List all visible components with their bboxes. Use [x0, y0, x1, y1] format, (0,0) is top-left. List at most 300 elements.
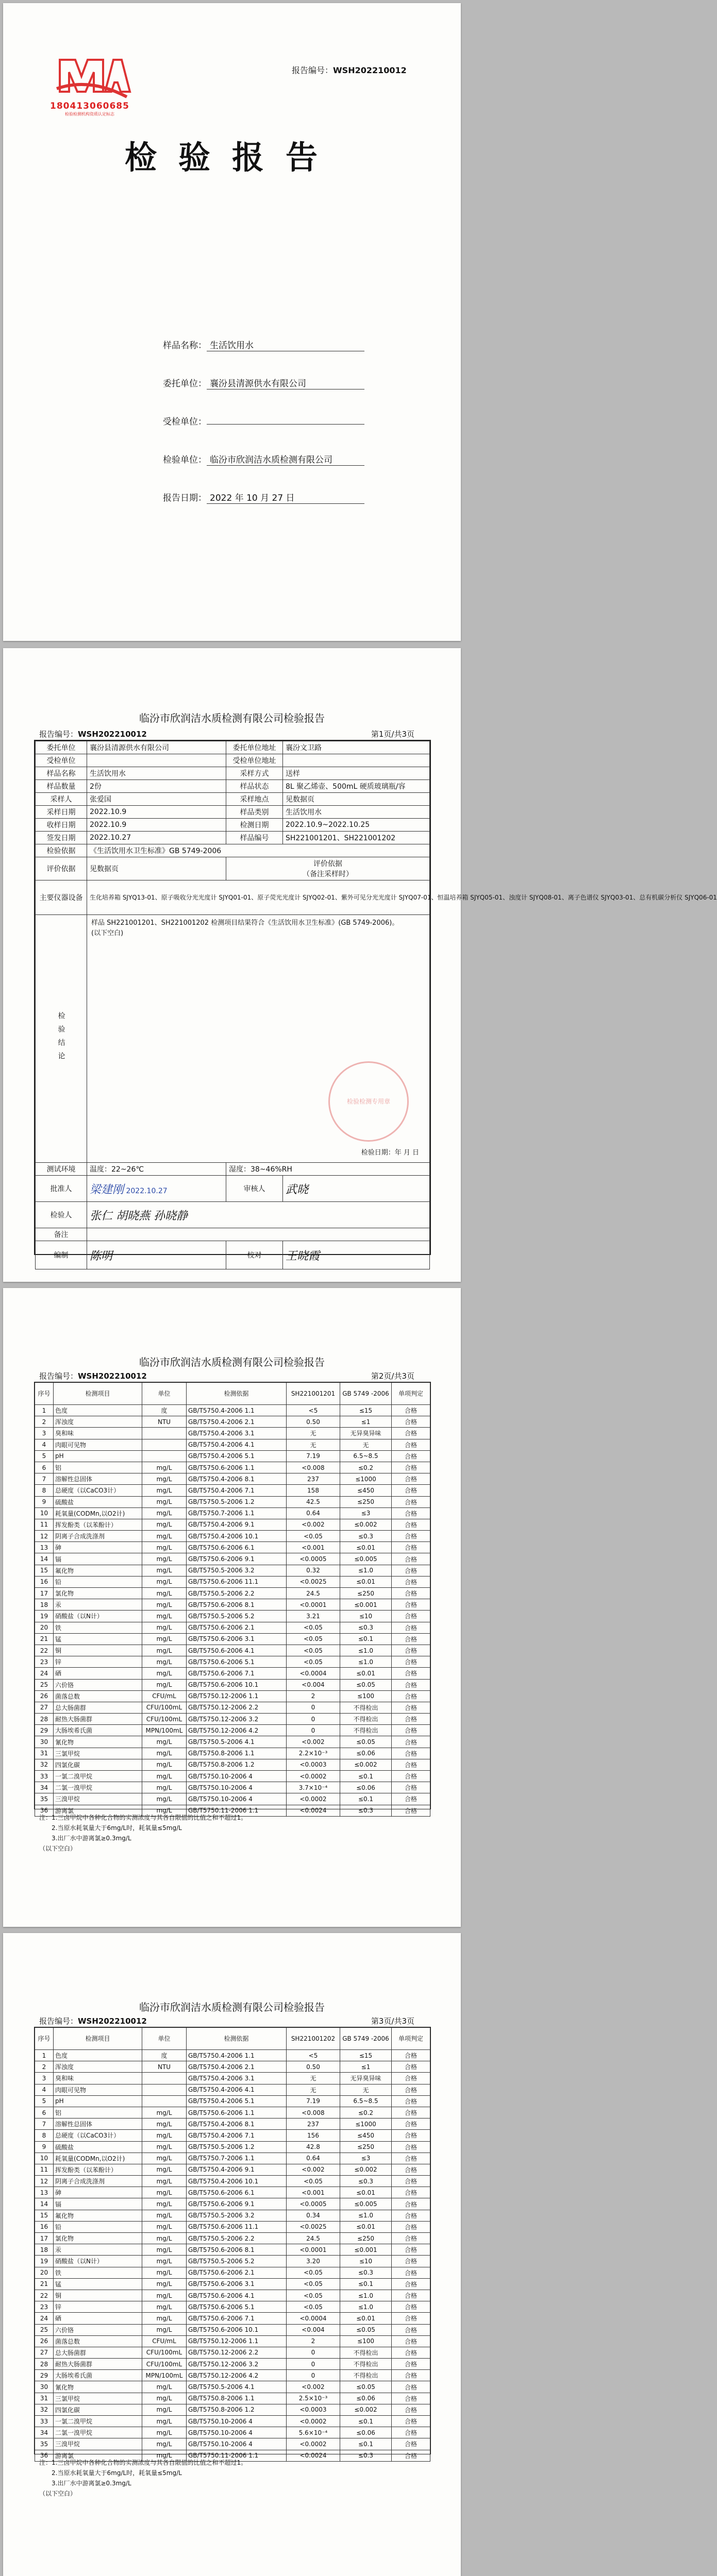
row-result: 2.2×10⁻³: [287, 1748, 340, 1759]
issue-date-value: 2022.10.27: [87, 832, 226, 844]
row-judge: 合格: [392, 2221, 430, 2232]
row-no: 28: [35, 2359, 54, 2370]
row-no: 5: [35, 1450, 54, 1462]
sample-name-label: 样品名称: [36, 767, 87, 780]
row-judge: 合格: [392, 1759, 430, 1770]
row-unit: mg/L: [142, 1473, 187, 1485]
row-method: GB/T5750.11-2006 1.1: [187, 2450, 287, 2461]
row-judge: 合格: [392, 1496, 430, 1507]
table-row: [35, 2438, 430, 2450]
row-unit: mg/L: [142, 2278, 187, 2290]
table-row: [35, 1439, 430, 1450]
row-method: GB/T5750.4-2006 9.1: [187, 2164, 287, 2175]
row-item: 硫酸盐: [54, 1496, 142, 1507]
data-table: [35, 1382, 430, 1817]
row-item: 铜: [54, 1645, 142, 1656]
conclusion-text: 样品 SH221001201、SH221001202 检测项目结果符合《生活饮用水卫生标准》(GB 5749-2006)。: [91, 919, 399, 927]
sample-name-value: 生活饮用水: [87, 767, 226, 780]
page-company-title: 临汾市欣润洁水质检测有限公司检验报告: [139, 712, 325, 724]
row-item: 硝酸盐（以N计）: [54, 2256, 142, 2267]
row-standard: ≤450: [340, 2130, 392, 2141]
row-result: <0.0025: [287, 2221, 340, 2232]
table-row: [35, 2233, 430, 2244]
row-standard: ≤0.3: [340, 1805, 392, 1816]
row-standard: ≤0.005: [340, 1553, 392, 1565]
row-result: <0.0003: [287, 1759, 340, 1770]
row-no: 21: [35, 1633, 54, 1645]
table-row: [35, 1679, 430, 1690]
row-standard: ≤0.001: [340, 1599, 392, 1611]
row-item: 镉: [54, 1553, 142, 1565]
row-judge: 合格: [392, 2290, 430, 2301]
row-unit: mg/L: [142, 2130, 187, 2141]
row-method: GB/T5750.4-2006 9.1: [187, 1519, 287, 1530]
table-row: [35, 2164, 430, 2175]
client-value: 襄汾县清源供水有限公司: [207, 376, 364, 389]
row-result: <0.0025: [287, 1576, 340, 1587]
header-method: 检测依据: [187, 1383, 287, 1405]
row-result: 无: [287, 1439, 340, 1450]
row-unit: mg/L: [142, 2141, 187, 2153]
date-label: 报告日期：: [163, 493, 207, 503]
table-row: [35, 2267, 430, 2278]
row-standard: ≤0.01: [340, 2187, 392, 2198]
row-unit: mg/L: [142, 1736, 187, 1748]
ma-logo-icon: [49, 50, 130, 100]
row-unit: mg/L: [142, 2301, 187, 2313]
row-no: 15: [35, 2210, 54, 2221]
row-unit: [142, 1439, 187, 1450]
row-method: GB/T5750.6-2006 8.1: [187, 1599, 287, 1611]
row-result: 0: [287, 2370, 340, 2381]
row-result: 无: [287, 1428, 340, 1439]
row-item: 臭和味: [54, 1428, 142, 1439]
row-item: 镉: [54, 2198, 142, 2210]
table-row: [35, 2256, 430, 2267]
row-unit: MPN/100mL: [142, 1725, 187, 1736]
row-judge: 合格: [392, 1656, 430, 1668]
eval-label: 评价依据: [36, 857, 87, 880]
row-no: 14: [35, 2198, 54, 2210]
row-result: <0.002: [287, 2164, 340, 2175]
row-result: <0.0005: [287, 2198, 340, 2210]
row-no: 29: [35, 1725, 54, 1736]
row-judge: 合格: [392, 2450, 430, 2461]
table-row: [35, 2301, 430, 2313]
row-judge: 合格: [392, 2153, 430, 2164]
row-item: 硒: [54, 2313, 142, 2324]
table-row: [35, 2119, 430, 2130]
row-method: GB/T5750.6-2006 6.1: [187, 2187, 287, 2198]
row-no: 1: [35, 2050, 54, 2061]
row-method: GB/T5750.6-2006 11.1: [187, 1576, 287, 1587]
inspection-seal: [328, 1061, 409, 1142]
row-item: 大肠埃希氏菌: [54, 2370, 142, 2381]
eval-note: [226, 857, 430, 880]
row-item: 锰: [54, 1633, 142, 1645]
row-no: 11: [35, 1519, 54, 1530]
row-judge: 合格: [392, 1679, 430, 1690]
table-row: [35, 2313, 430, 2324]
report-number-value: WSH202210012: [78, 2016, 147, 2026]
header-standard: GB 5749 -2006: [340, 1383, 392, 1405]
row-item: 游离氯: [54, 2450, 142, 2461]
row-result: 24.5: [287, 2233, 340, 2244]
row-no: 22: [35, 1645, 54, 1656]
header-standard: GB 5749 -2006: [340, 2028, 392, 2050]
row-result: 2.5×10⁻³: [287, 2393, 340, 2404]
row-judge: 合格: [392, 2164, 430, 2175]
sampling-method-label: 采样方式: [226, 767, 283, 780]
row-standard: ≤100: [340, 1690, 392, 1702]
tester-signature: 张仁 胡晓燕 孙晓静: [90, 1209, 188, 1223]
ma-number: 180413060685: [50, 101, 129, 111]
row-unit: [142, 1428, 187, 1439]
table-row: [35, 1496, 430, 1507]
row-method: GB/T5750.6-2006 4.1: [187, 2290, 287, 2301]
table-notes: [39, 2458, 247, 2499]
row-result: 42.5: [287, 1496, 340, 1507]
row-result: 156: [287, 2130, 340, 2141]
row-result: <0.05: [287, 1645, 340, 1656]
row-unit: CFU/mL: [142, 1690, 187, 1702]
info-table-frame: [34, 740, 717, 1263]
row-method: GB/T5750.4-2006 4.1: [187, 1439, 287, 1450]
row-unit: CFU/100mL: [142, 2347, 187, 2358]
row-result: 0.32: [287, 1565, 340, 1576]
row-method: GB/T5750.4-2006 10.1: [187, 2176, 287, 2187]
row-item: 色度: [54, 2050, 142, 2061]
row-result: 0: [287, 1725, 340, 1736]
row-standard: ≤1.0: [340, 2301, 392, 2313]
row-standard: ≤0.01: [340, 1668, 392, 1679]
row-result: 0: [287, 2359, 340, 2370]
cover-client-field: [145, 376, 364, 389]
row-result: <0.0002: [287, 2416, 340, 2427]
row-unit: mg/L: [142, 1462, 187, 1473]
basis-value: 《生活饮用水卫生标准》GB 5749-2006: [87, 844, 430, 857]
inspected-addr-value: [283, 754, 430, 767]
row-unit: mg/L: [142, 1519, 187, 1530]
row-judge: 合格: [392, 2393, 430, 2404]
row-item: 铁: [54, 1622, 142, 1633]
row-item: 氰化物: [54, 2381, 142, 2393]
note-line: （以下空白）: [39, 2490, 77, 2497]
row-judge: 合格: [392, 2176, 430, 2187]
header-item: 检测项目: [54, 1383, 142, 1405]
table-row: [35, 1611, 430, 1622]
row-judge: 合格: [392, 2381, 430, 2393]
row-unit: mg/L: [142, 2198, 187, 2210]
row-item: 铜: [54, 2290, 142, 2301]
row-standard: ≤0.06: [340, 1782, 392, 1793]
row-standard: 6.5~8.5: [340, 1450, 392, 1462]
row-no: 32: [35, 2404, 54, 2415]
row-result: 0: [287, 1714, 340, 1725]
info-row: [36, 844, 430, 857]
table-row: [35, 1599, 430, 1611]
header-method: 检测依据: [187, 2028, 287, 2050]
table-header: [35, 1383, 430, 1405]
row-result: <0.05: [287, 2301, 340, 2313]
row-method: GB/T5750.4-2006 5.1: [187, 2095, 287, 2107]
row-unit: mg/L: [142, 2187, 187, 2198]
row-judge: 合格: [392, 1702, 430, 1713]
row-judge: 合格: [392, 2416, 430, 2427]
row-item: 总大肠菌群: [54, 1702, 142, 1713]
row-no: 19: [35, 1611, 54, 1622]
proof-label: 校对: [226, 1241, 283, 1269]
row-result: 5.6×10⁻⁴: [287, 2427, 340, 2438]
table-row: [35, 1645, 430, 1656]
table-row: [35, 1588, 430, 1599]
date-value: 2022 年 10 月 27 日: [207, 490, 364, 504]
row-result: <0.0001: [287, 1599, 340, 1611]
info-row: [36, 793, 430, 806]
row-method: GB/T5750.10-2006 4: [187, 1782, 287, 1793]
tester-label: 检验人: [36, 1202, 87, 1228]
row-no: 6: [35, 1462, 54, 1473]
row-item: 耐热大肠菌群: [54, 2359, 142, 2370]
compile-signature: 陈明: [90, 1249, 113, 1263]
row-method: GB/T5750.5-2006 2.2: [187, 1588, 287, 1599]
row-item: 硒: [54, 1668, 142, 1679]
row-judge: 合格: [392, 2119, 430, 2130]
row-judge: 合格: [392, 2438, 430, 2450]
table-row: [35, 2404, 430, 2415]
row-item: 总大肠菌群: [54, 2347, 142, 2358]
equip-value: 生化培养箱 SJYQ13-01、原子吸收分光光度计 SJYQ01-01、原子荧光光度计 SJYQ02-01、紫外可见分光光度计 SJYQ07-01、恒温培养箱 SJYQ05-01、浊度计 SJYQ08-01、离子色谱仪 SJYQ03-01、总有机碳分析仪 SJYQ06-01: [87, 880, 430, 915]
row-method: GB/T5750.6-2006 2.1: [187, 1622, 287, 1633]
row-unit: mg/L: [142, 1759, 187, 1770]
row-judge: 合格: [392, 1771, 430, 1782]
row-method: GB/T5750.11-2006 1.1: [187, 1805, 287, 1816]
row-result: <0.004: [287, 2324, 340, 2335]
eval-note-title: 评价依据: [313, 860, 342, 868]
row-result: <0.0004: [287, 2313, 340, 2324]
row-unit: mg/L: [142, 1656, 187, 1668]
row-no: 23: [35, 2301, 54, 2313]
table-row: [35, 2050, 430, 2061]
info-row: [36, 780, 430, 793]
row-unit: mg/L: [142, 2233, 187, 2244]
cover-title: 检验报告: [124, 139, 339, 176]
row-judge: 合格: [392, 1507, 430, 1519]
table-row: [35, 2324, 430, 2335]
table-row: [35, 2141, 430, 2153]
row-unit: mg/L: [142, 2221, 187, 2232]
row-result: 无: [287, 2084, 340, 2095]
eval-value: 见数据页: [87, 857, 226, 880]
table-row: [35, 2427, 430, 2438]
row-standard: 不得检出: [340, 1702, 392, 1713]
row-result: 3.20: [287, 2256, 340, 2267]
row-no: 4: [35, 2084, 54, 2095]
page-report-number: [39, 728, 147, 739]
row-item: 肉眼可见物: [54, 2084, 142, 2095]
row-item: 溶解性总固体: [54, 2119, 142, 2130]
row-unit: [142, 2073, 187, 2084]
row-standard: ≤0.05: [340, 2381, 392, 2393]
row-standard: ≤1.0: [340, 2210, 392, 2221]
row-unit: mg/L: [142, 2381, 187, 2393]
row-unit: mg/L: [142, 1599, 187, 1611]
row-item: 氟化物: [54, 1565, 142, 1576]
row-method: GB/T5750.5-2006 3.2: [187, 1565, 287, 1576]
row-method: GB/T5750.8-2006 1.1: [187, 1748, 287, 1759]
page-count: 第1页/共3页: [371, 730, 414, 739]
row-standard: ≤0.1: [340, 1793, 392, 1805]
row-unit: CFU/100mL: [142, 1702, 187, 1713]
cover-page: [3, 3, 461, 641]
row-result: 0.64: [287, 2153, 340, 2164]
row-unit: mg/L: [142, 1507, 187, 1519]
row-method: GB/T5750.5-2006 1.2: [187, 1496, 287, 1507]
row-no: 13: [35, 2187, 54, 2198]
row-method: GB/T5750.10-2006 4: [187, 2427, 287, 2438]
row-method: GB/T5750.6-2006 10.1: [187, 2324, 287, 2335]
cover-sample-field: [145, 338, 364, 351]
row-judge: 合格: [392, 1622, 430, 1633]
row-no: 35: [35, 2438, 54, 2450]
row-method: GB/T5750.7-2006 1.1: [187, 1507, 287, 1519]
row-item: 铁: [54, 2267, 142, 2278]
row-item: 肉眼可见物: [54, 1439, 142, 1450]
row-no: 7: [35, 1473, 54, 1485]
row-judge: 合格: [392, 2061, 430, 2073]
row-no: 33: [35, 1771, 54, 1782]
report-number-label: 报告编号：: [39, 2016, 78, 2026]
row-unit: mg/L: [142, 2176, 187, 2187]
row-unit: mg/L: [142, 2119, 187, 2130]
table-row: [35, 1542, 430, 1553]
row-unit: mg/L: [142, 1782, 187, 1793]
row-no: 25: [35, 1679, 54, 1690]
row-judge: 合格: [392, 1588, 430, 1599]
info-row: [36, 1228, 430, 1241]
row-method: GB/T5750.6-2006 5.1: [187, 1656, 287, 1668]
row-result: 0.50: [287, 1416, 340, 1428]
row-unit: mg/L: [142, 2438, 187, 2450]
table-row: [35, 1725, 430, 1736]
row-unit: mg/L: [142, 2244, 187, 2256]
row-no: 34: [35, 2427, 54, 2438]
info-row: [36, 1163, 430, 1176]
row-method: GB/T5750.5-2006 5.2: [187, 1611, 287, 1622]
sample-qty-label: 样品数量: [36, 780, 87, 793]
row-standard: ≤0.05: [340, 1679, 392, 1690]
row-no: 1: [35, 1405, 54, 1416]
eval-note-text: （备注采样时）: [303, 870, 353, 878]
row-method: GB/T5750.10-2006 4: [187, 2438, 287, 2450]
row-unit: mg/L: [142, 1485, 187, 1496]
table-row: [35, 1622, 430, 1633]
row-item: 六价铬: [54, 1679, 142, 1690]
row-item: 汞: [54, 2244, 142, 2256]
row-item: pH: [54, 2095, 142, 2107]
info-page: [3, 648, 717, 1282]
row-standard: ≤1000: [340, 1473, 392, 1485]
row-method: GB/T5750.5-2006 2.2: [187, 2233, 287, 2244]
row-unit: mg/L: [142, 1542, 187, 1553]
row-item: 挥发酚类（以苯酚计）: [54, 2164, 142, 2175]
page-report-number: [39, 1370, 147, 1381]
table-row: [35, 2393, 430, 2404]
row-item: 三溴甲烷: [54, 2438, 142, 2450]
row-result: <5: [287, 1405, 340, 1416]
row-method: GB/T5750.6-2006 7.1: [187, 2313, 287, 2324]
row-result: <0.05: [287, 2278, 340, 2290]
row-unit: mg/L: [142, 1633, 187, 1645]
row-result: <0.05: [287, 1622, 340, 1633]
approve-date: 2022.10.27: [126, 1187, 168, 1195]
row-no: 10: [35, 2153, 54, 2164]
row-judge: 合格: [392, 2210, 430, 2221]
client-value: 襄汾县清源供水有限公司: [87, 741, 226, 754]
row-judge: 合格: [392, 1519, 430, 1530]
issue-date-label: 签发日期: [36, 832, 87, 844]
row-item: 总硬度（以CaCO3计）: [54, 2130, 142, 2141]
table-row: [35, 1462, 430, 1473]
row-result: 24.5: [287, 1588, 340, 1599]
row-no: 30: [35, 1736, 54, 1748]
table-row: [35, 1405, 430, 1416]
row-standard: 无异臭异味: [340, 1428, 392, 1439]
row-item: 砷: [54, 2187, 142, 2198]
row-method: GB/T5750.4-2006 7.1: [187, 1485, 287, 1496]
row-item: 阴离子合成洗涤剂: [54, 1531, 142, 1542]
row-result: 2: [287, 1690, 340, 1702]
table-row: [35, 1485, 430, 1496]
page-company-title: 临汾市欣润洁水质检测有限公司检验报告: [139, 2001, 325, 2013]
row-standard: ≤15: [340, 1405, 392, 1416]
row-item: 铅: [54, 2221, 142, 2232]
row-item: 氯化物: [54, 1588, 142, 1599]
row-standard: ≤0.3: [340, 1622, 392, 1633]
table-row: [35, 2221, 430, 2232]
row-item: 四氯化碳: [54, 1759, 142, 1770]
compile-label: 编制: [36, 1241, 87, 1269]
table-header: [35, 2028, 430, 2050]
data-table: [35, 2027, 430, 2462]
row-unit: [142, 2084, 187, 2095]
sampling-method-value: 送样: [283, 767, 430, 780]
row-unit: mg/L: [142, 1531, 187, 1542]
page-company-title: 临汾市欣润洁水质检测有限公司检验报告: [139, 1356, 325, 1368]
row-item: 阴离子合成洗涤剂: [54, 2176, 142, 2187]
info-row: [36, 819, 430, 832]
row-no: 18: [35, 2244, 54, 2256]
row-standard: 无: [340, 1439, 392, 1450]
row-item: 六价铬: [54, 2324, 142, 2335]
row-method: GB/T5750.6-2006 4.1: [187, 1645, 287, 1656]
cover-inspected-field: [145, 414, 364, 427]
table-row: [35, 2073, 430, 2084]
row-standard: 不得检出: [340, 2370, 392, 2381]
table-row: [35, 2210, 430, 2221]
row-judge: 合格: [392, 1485, 430, 1496]
row-item: 锌: [54, 2301, 142, 2313]
row-item: 二氯一溴甲烷: [54, 1782, 142, 1793]
row-no: 30: [35, 2381, 54, 2393]
row-result: 0: [287, 1702, 340, 1713]
row-standard: ≤0.05: [340, 1736, 392, 1748]
row-no: 4: [35, 1439, 54, 1450]
row-method: GB/T5750.6-2006 6.1: [187, 1542, 287, 1553]
row-no: 13: [35, 1542, 54, 1553]
row-item: 耗氧量(CODMn,以O2计): [54, 1507, 142, 1519]
row-standard: 无: [340, 2084, 392, 2095]
